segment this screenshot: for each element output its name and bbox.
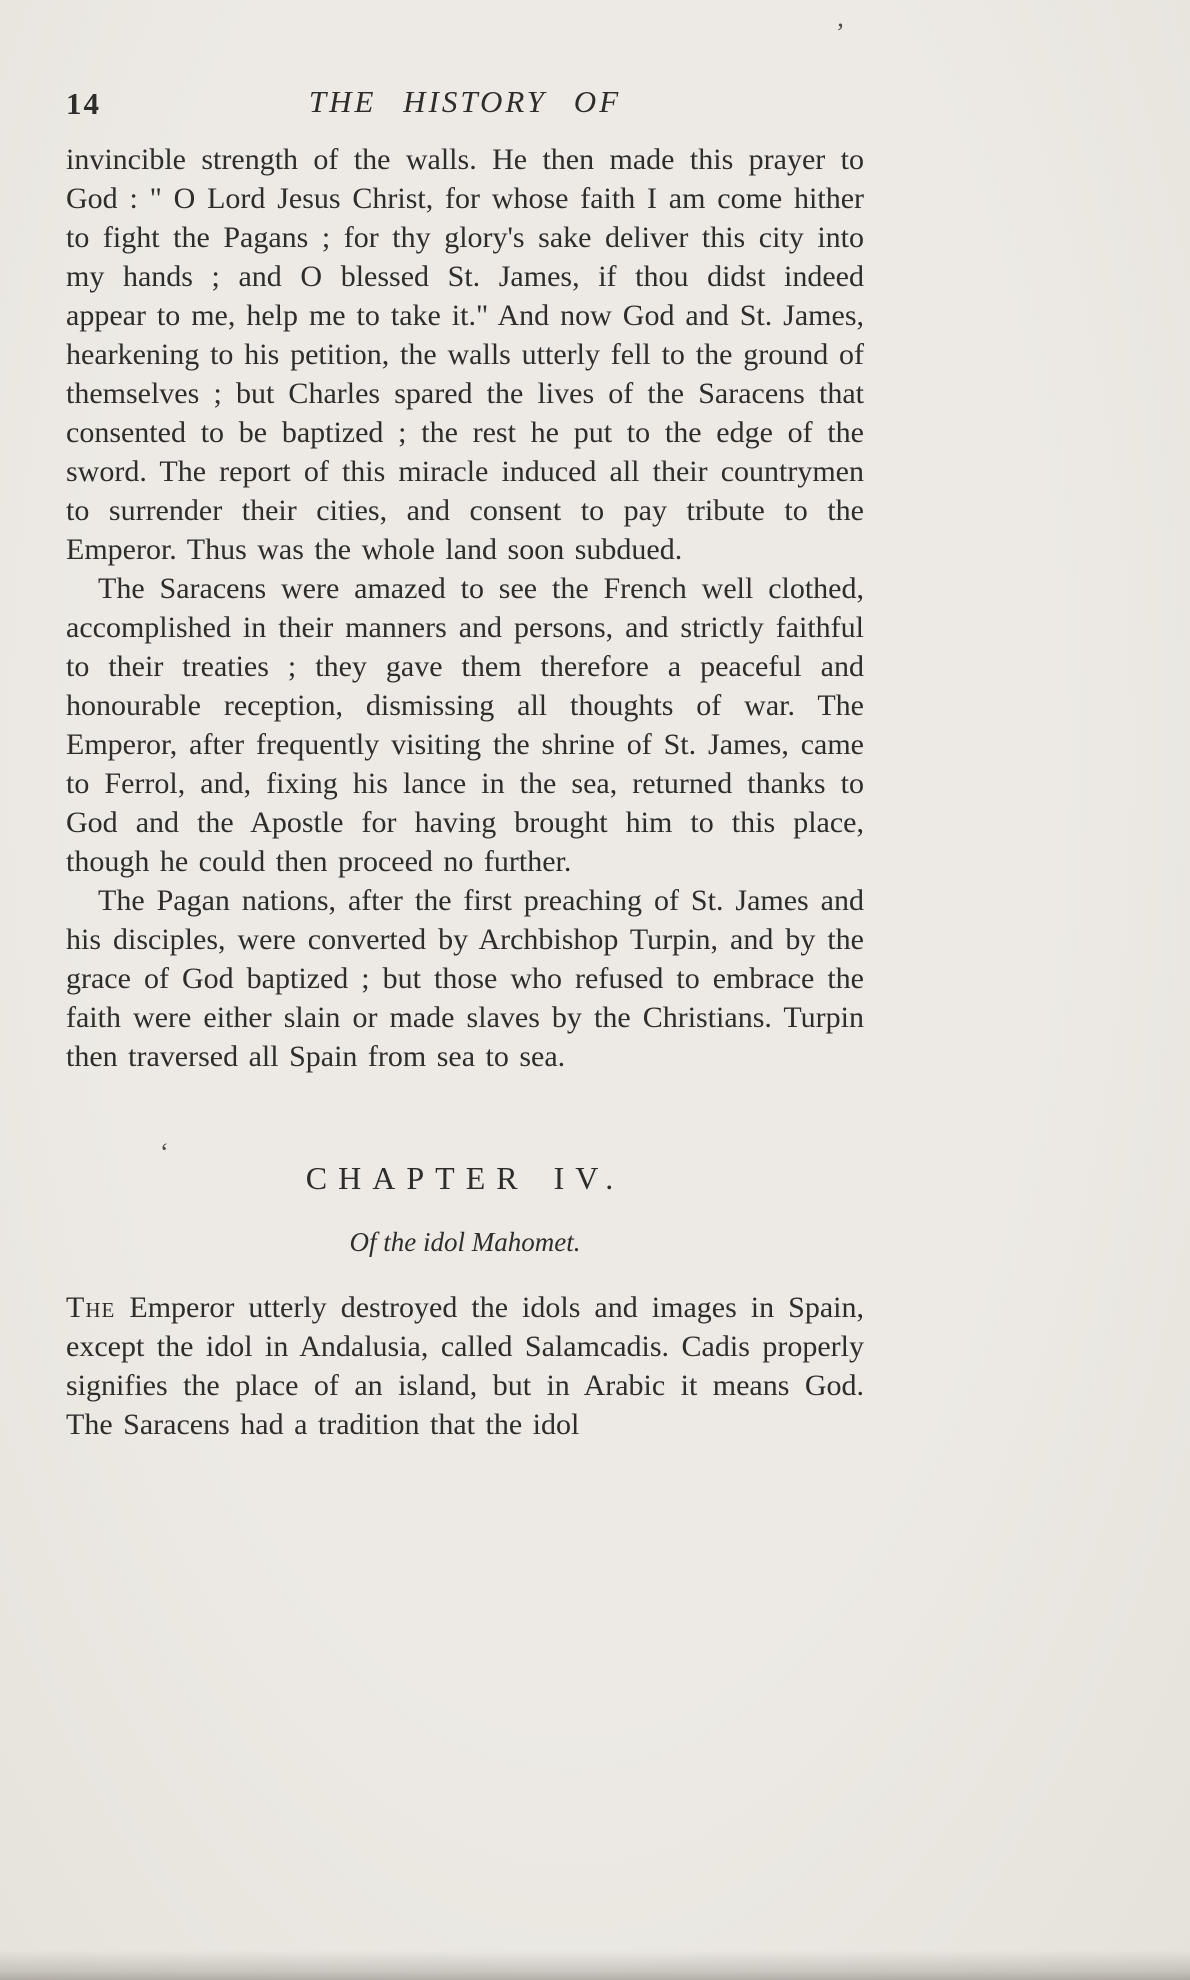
chapter-body xyxy=(66,1288,864,1444)
paragraph: invincible strength of the walls. He then made this prayer to God : " O Lord Jesus Christ, for whose faith I am come hither to fight the Pagans ; for thy glory's sake deliver this city into my hands ; and O blessed St. James, if thou didst indeed appear to me, help me to take it." And now God and St. James, hearkening to his petition, the walls utterly fell to the ground of themselves ; but Charles spared the lives of the Saracens that consented to be baptized ; the rest he put to the edge of the sword. The report of this miracle induced all their countrymen to surrender their cities, and consent to pay tribute to the Emperor. Thus was the whole land soon subdued. xyxy=(66,143,864,566)
paragraph: The Saracens were amazed to see the French well clothed, accomplished in their manners and persons, and strictly faithful to their treaties ; they gave them therefore a peaceful and honourable reception, dismissing all thoughts of war. The Emperor, after frequently visiting the shrine of St. James, came to Ferrol, and, fixing his lance in the sea, returned thanks to God and the Apostle for having brought him to this place, though he could then proceed no further. xyxy=(66,572,864,878)
paragraph: The Pagan nations, after the first preaching of St. James and his disciples, were converted by Archbishop Turpin, and by the grace of God baptized ; but those who refused to embrace the faith were either slain or made slaves by the Christians. Turpin then traversed all Spain from sea to sea. xyxy=(66,884,864,1073)
lead-small-caps: The xyxy=(66,1291,116,1324)
paragraph-text: Emperor utterly destroyed the idols and images in Spain, except the idol in Andalusia, called Salamcadis. Cadis properly signifies the place of an island, but in Arabic it means God. The Saracens had a tradition that the idol xyxy=(66,1291,864,1441)
chapter-heading: CHAPTER IV. xyxy=(305,1160,625,1196)
scan-artifact-left-margin: ‘ xyxy=(160,1138,169,1167)
running-header: THE HISTORY OF xyxy=(308,84,622,119)
page-header xyxy=(66,84,864,126)
text-block xyxy=(66,84,864,1444)
body-text xyxy=(66,140,864,1076)
chapter-subtitle: Of the idol Mahomet. xyxy=(349,1227,581,1257)
page-number: 14 xyxy=(66,86,101,121)
scan-artifact-top-right: ’ xyxy=(836,18,845,47)
page-bottom-shadow xyxy=(0,1950,1190,1980)
paragraph xyxy=(66,1288,864,1444)
